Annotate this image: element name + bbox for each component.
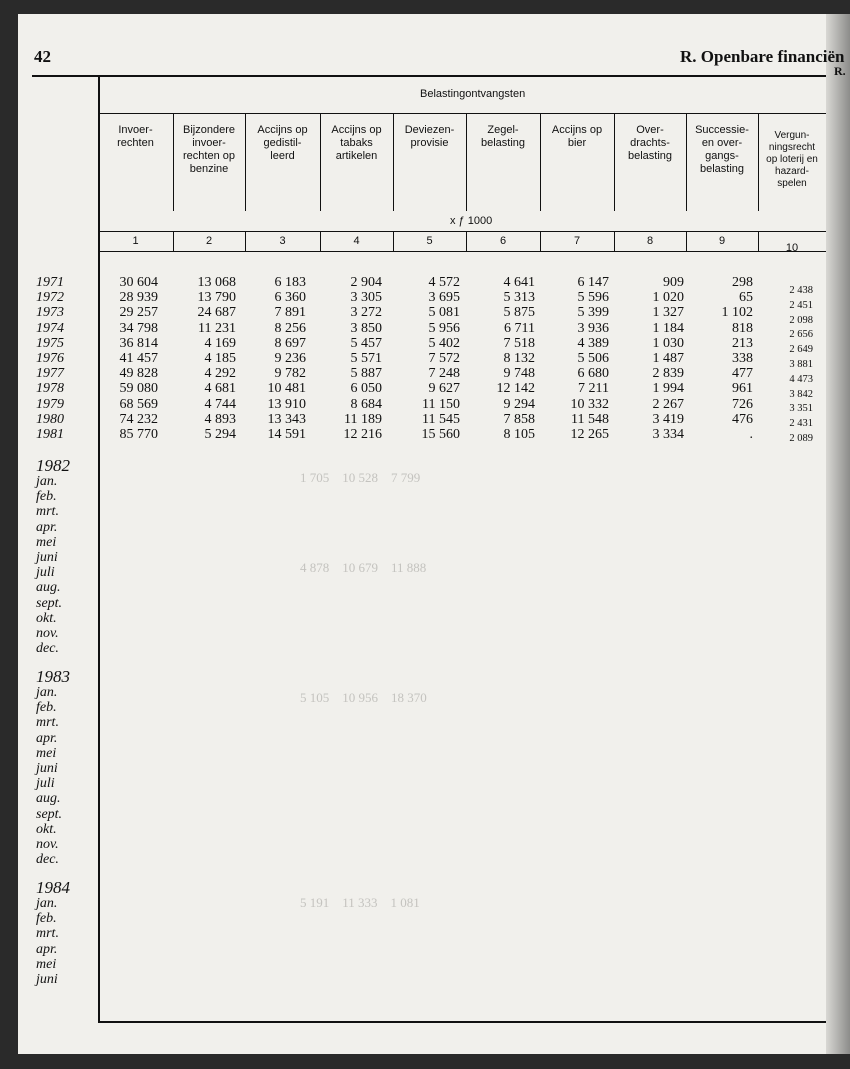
month-label: feb. (36, 700, 57, 716)
column-header-5: Deviezen- provisie (404, 124, 455, 149)
table-cell: 2 904 (350, 275, 382, 290)
month-label: mrt. (36, 926, 59, 942)
table-cell: 4 572 (428, 275, 460, 290)
month-label: aug. (36, 580, 61, 596)
column-header-4: Accijns op tabaks artikelen (331, 124, 382, 162)
table-cell: 13 910 (267, 396, 306, 412)
table-cell: 13 343 (267, 411, 306, 427)
month-label: mrt. (36, 715, 59, 731)
table-cell: 4 681 (204, 381, 236, 397)
column-number-5: 5 (426, 235, 433, 247)
month-label: okt. (36, 610, 57, 626)
table-cell: 2 649 (789, 344, 813, 356)
table-cell: 8 132 (503, 351, 535, 366)
table-cell: 3 850 (350, 320, 382, 336)
table-cell: 12 265 (570, 427, 609, 442)
table-cell: 6 680 (577, 366, 609, 382)
table-cell: 7 891 (274, 305, 306, 321)
month-label: apr. (36, 730, 58, 746)
month-label: juni (36, 972, 58, 987)
month-label: mei (36, 534, 57, 550)
table-cell: 4 893 (204, 411, 236, 427)
table-cell: 36 814 (119, 335, 158, 351)
month-label: okt. (36, 821, 57, 837)
column-number-6: 6 (499, 235, 507, 247)
section-edge-letter: R. (834, 64, 846, 78)
table-cell: . (749, 427, 753, 442)
table-cell: 5 596 (577, 290, 609, 306)
table-cell: 909 (663, 275, 684, 290)
table-cell: 5 956 (428, 320, 460, 336)
table-cell: 3 305 (350, 290, 382, 306)
month-label: juni (36, 550, 58, 565)
column-number-2: 2 (205, 235, 213, 247)
table-cell: 12 142 (496, 381, 535, 397)
table-cell: 8 684 (350, 396, 382, 412)
column-header-3: Accijns op gedistil- leerd (257, 124, 308, 162)
table-cell: 7 518 (503, 335, 535, 351)
table-cell: 3 842 (789, 388, 813, 400)
unit-label: x ƒ 1000 (450, 215, 493, 227)
table-cell: 4 473 (789, 373, 813, 385)
table-cell: 5 887 (350, 366, 382, 382)
table-cell: 85 770 (119, 427, 158, 442)
table-cell: 7 858 (503, 411, 535, 427)
table-cell: 5 571 (350, 351, 382, 366)
month-label: apr. (36, 941, 58, 957)
table-cell: 30 604 (119, 275, 158, 290)
table-cell: 1 102 (721, 305, 753, 321)
table-cell: 477 (732, 366, 753, 382)
table-left-border (98, 75, 100, 1023)
table-cell: 2 431 (789, 418, 813, 430)
table-cell: 9 294 (503, 396, 535, 412)
table-cell: 68 569 (119, 396, 158, 412)
table-cell: 298 (732, 275, 753, 290)
top-rule (32, 75, 826, 77)
table-cell: 1 994 (652, 381, 684, 397)
table-cell: 8 256 (274, 320, 306, 336)
column-header-1: Invoer- rechten (117, 124, 154, 149)
table-cell: 5 294 (204, 427, 236, 442)
month-label: feb. (36, 911, 57, 927)
section-title: R. Openbare financiën (680, 47, 845, 66)
month-label: nov. (36, 837, 59, 852)
column-number-3: 3 (279, 235, 286, 247)
column-number-8: 8 (646, 235, 654, 247)
table-main-header: Belastingontvangsten (420, 88, 526, 100)
table-cell: 338 (732, 351, 753, 366)
table-cell: 6 050 (350, 381, 382, 397)
table-cell: 1 487 (652, 351, 684, 366)
table-cell: 13 790 (197, 290, 236, 306)
table-cell: 11 189 (344, 411, 382, 427)
table-cell: 11 231 (198, 320, 236, 336)
year-label: 1981 (36, 427, 64, 442)
table-cell: 5 313 (503, 290, 535, 306)
table-cell: 14 591 (267, 427, 306, 442)
month-label: feb. (36, 489, 57, 505)
year-label: 1978 (36, 381, 64, 397)
table-cell: 8 697 (274, 335, 306, 351)
month-label: mei (36, 745, 57, 761)
header-divider (98, 113, 826, 114)
table-cell: 6 711 (504, 320, 535, 336)
table-cell: 28 939 (119, 290, 158, 306)
column-header-8: Over- drachts- belasting (627, 124, 673, 162)
table-cell: 5 875 (503, 305, 535, 321)
table-cell: 7 572 (428, 351, 460, 366)
table-cell: 11 150 (422, 396, 460, 412)
month-label: mrt. (36, 504, 59, 520)
table-cell: 2 267 (652, 396, 684, 412)
table-cell: 3 351 (789, 403, 813, 415)
table-cell: 2 451 (789, 299, 813, 311)
table-cell: 3 334 (652, 427, 684, 442)
table-cell: 2 438 (789, 285, 813, 296)
table-cell: 12 216 (343, 427, 382, 442)
table-cell: 34 798 (119, 320, 158, 336)
table-cell: 6 360 (274, 290, 306, 306)
table-cell: 49 828 (119, 366, 158, 382)
table-cell: 8 105 (503, 427, 535, 442)
table-cell: 818 (732, 320, 753, 336)
table-cell: 2 089 (789, 433, 813, 444)
month-label: jan. (36, 685, 58, 700)
colnum-bottom-rule (98, 251, 826, 252)
table-cell: 5 457 (350, 335, 382, 351)
table-cell: 10 332 (570, 396, 609, 412)
table-cell: 29 257 (119, 305, 158, 321)
month-label: juli (36, 565, 55, 581)
year-label: 1976 (36, 351, 64, 366)
table-cell: 2 839 (652, 366, 684, 382)
column-number-9: 9 (718, 235, 726, 247)
table-cell: 7 211 (578, 381, 609, 397)
table-cell: 5 506 (577, 351, 609, 366)
month-label: juni (36, 761, 58, 776)
table-cell: 6 183 (274, 275, 306, 290)
table-cell: 1 327 (652, 305, 684, 321)
month-label: juli (36, 776, 55, 792)
table-cell: 726 (732, 396, 753, 412)
table-cell: 5 402 (428, 335, 460, 351)
month-label: jan. (36, 896, 58, 911)
bottom-rule (98, 1021, 826, 1023)
table-cell: 2 098 (789, 314, 813, 326)
column-number-7: 7 (573, 235, 581, 247)
table-cell: 4 641 (503, 275, 535, 290)
month-label: nov. (36, 626, 59, 641)
table-cell: 3 419 (652, 411, 684, 427)
table-cell: 4 169 (204, 335, 236, 351)
table-cell: 7 248 (428, 366, 460, 382)
group-year-label: 1983 (36, 667, 70, 686)
group-year-label: 1982 (36, 456, 70, 475)
table-cell: 15 560 (421, 427, 460, 442)
table-cell: 3 695 (428, 290, 460, 306)
table-cell: 11 545 (422, 411, 460, 427)
table-cell: 11 548 (571, 411, 609, 427)
table-cell: 59 080 (119, 381, 158, 397)
year-label: 1980 (36, 411, 64, 427)
month-label: apr. (36, 519, 58, 535)
table-cell: 3 881 (789, 359, 813, 370)
table-cell: 961 (732, 381, 753, 397)
table-cell: 9 627 (428, 381, 460, 397)
year-label: 1972 (36, 290, 64, 306)
table-cell: 3 936 (577, 320, 609, 336)
table-cell: 4 292 (204, 366, 236, 382)
year-label: 1979 (36, 396, 64, 412)
month-label: dec. (36, 852, 59, 868)
column-header-2: Bijzondere invoer- rechten op benzine (183, 124, 235, 175)
month-label: dec. (36, 641, 59, 657)
table-cell: 2 656 (789, 329, 813, 341)
page-number: 42 (34, 47, 51, 66)
table-cell: 213 (732, 335, 753, 351)
table-cell: 4 744 (204, 396, 236, 412)
year-label: 1977 (36, 366, 64, 382)
month-label: sept. (36, 595, 63, 611)
table-cell: 6 147 (577, 275, 609, 290)
table-cell: 24 687 (197, 305, 236, 321)
year-label: 1973 (36, 305, 64, 321)
group-year-label: 1984 (36, 878, 70, 897)
year-label: 1975 (36, 335, 64, 351)
column-number-4: 4 (353, 235, 360, 247)
year-label: 1974 (36, 320, 64, 336)
column-number-1: 1 (132, 235, 139, 247)
column-header-7: Accijns op bier (551, 124, 603, 149)
table-cell: 74 232 (119, 411, 158, 427)
table-cell: 9 748 (503, 366, 535, 382)
table-cell: 5 081 (428, 305, 460, 321)
table-cell: 1 020 (652, 290, 684, 306)
month-label: sept. (36, 806, 63, 822)
table-cell: 13 068 (197, 275, 236, 290)
table-cell: 4 389 (577, 335, 609, 351)
table-cell: 65 (739, 290, 753, 306)
month-label: aug. (36, 791, 61, 807)
column-header-9: Successie- en over- gangs- belasting (695, 124, 749, 175)
column-header-10: Vergun- ningsrecht op loterij en hazard- spelen (766, 130, 818, 189)
month-label: jan. (36, 474, 58, 489)
table-cell: 41 457 (119, 351, 158, 366)
column-number-10: 10 (785, 242, 799, 254)
month-label: mei (36, 956, 57, 972)
table-cell: 5 399 (577, 305, 609, 321)
table-cell: 1 184 (652, 320, 684, 336)
table-cell: 9 782 (274, 366, 306, 382)
table-cell: 3 272 (350, 305, 382, 321)
year-label: 1971 (36, 275, 64, 290)
table-cell: 10 481 (267, 381, 306, 397)
column-header-6: Zegel- belasting (480, 124, 526, 149)
table-cell: 1 030 (652, 335, 684, 351)
colnum-top-rule (98, 231, 826, 232)
table-cell: 476 (732, 411, 753, 427)
table-cell: 9 236 (274, 351, 306, 366)
table-cell: 4 185 (204, 351, 236, 366)
